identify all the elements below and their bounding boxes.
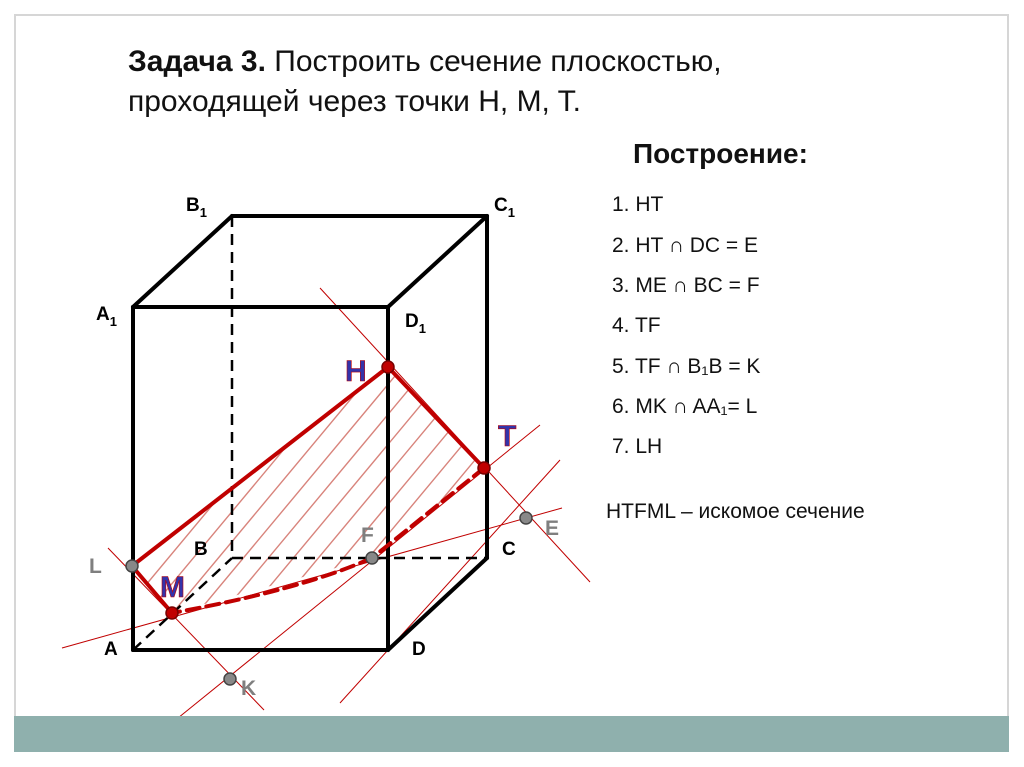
result-statement: HTFML – искомое сечение	[606, 500, 865, 523]
edge-DC	[388, 558, 487, 650]
label-A1-sub: 1	[109, 314, 117, 329]
visible-edges	[133, 216, 487, 650]
point-K	[224, 673, 236, 685]
label-L: L	[89, 555, 102, 578]
step-7: 7. LH	[612, 435, 663, 458]
label-A1: A	[96, 304, 110, 325]
label-A: A	[104, 639, 118, 660]
step-4: 4. TF	[612, 314, 661, 337]
label-C1-sub: 1	[507, 205, 515, 220]
auxiliary-lines	[62, 288, 590, 718]
label-B1: B	[186, 195, 200, 216]
hidden-edges	[133, 216, 487, 650]
label-E: E	[545, 517, 560, 540]
svg-text:C1	[494, 195, 515, 220]
label-B1-sub: 1	[199, 205, 207, 220]
label-C: C	[502, 539, 516, 560]
point-T	[478, 462, 490, 474]
label-B: B	[194, 539, 208, 560]
section-edge-HT	[388, 367, 484, 468]
label-T: T	[498, 420, 517, 453]
label-F: F	[361, 524, 374, 547]
edge-A1B1	[133, 216, 232, 307]
label-D: D	[412, 639, 426, 660]
construction-heading: Построение:	[633, 138, 808, 169]
bottom-band	[14, 716, 1009, 752]
svg-text:B1	[186, 195, 207, 220]
step-6: 6. MK ∩ AA₁= L	[612, 395, 758, 418]
svg-text:D1	[405, 311, 426, 336]
edge-C1D1	[388, 216, 487, 307]
label-K: K	[241, 677, 257, 700]
point-E	[520, 512, 532, 524]
step-2: 2. HT ∩ DC = E	[612, 234, 758, 257]
section-hatching	[50, 340, 675, 700]
point-M	[166, 607, 178, 619]
point-L	[126, 560, 138, 572]
step-3: 3. ME ∩ BC = F	[612, 274, 760, 297]
title-bold: Задача 3.	[128, 45, 266, 78]
section-edge-LH	[132, 367, 388, 566]
step-1: 1. HT	[612, 193, 664, 216]
point-F	[366, 552, 378, 564]
label-M: M	[160, 571, 185, 604]
label-H: H	[345, 355, 367, 388]
svg-text:A1	[96, 304, 117, 329]
step-5: 5. TF ∩ B₁B = K	[612, 355, 761, 378]
label-D1-sub: 1	[418, 321, 426, 336]
label-C1: C	[494, 195, 508, 216]
point-H	[382, 361, 394, 373]
title-line1: Построить сечение плоскостью,	[265, 45, 722, 78]
label-D1: D	[405, 311, 419, 332]
title-line2: проходящей через точки H, M, T.	[128, 85, 582, 118]
